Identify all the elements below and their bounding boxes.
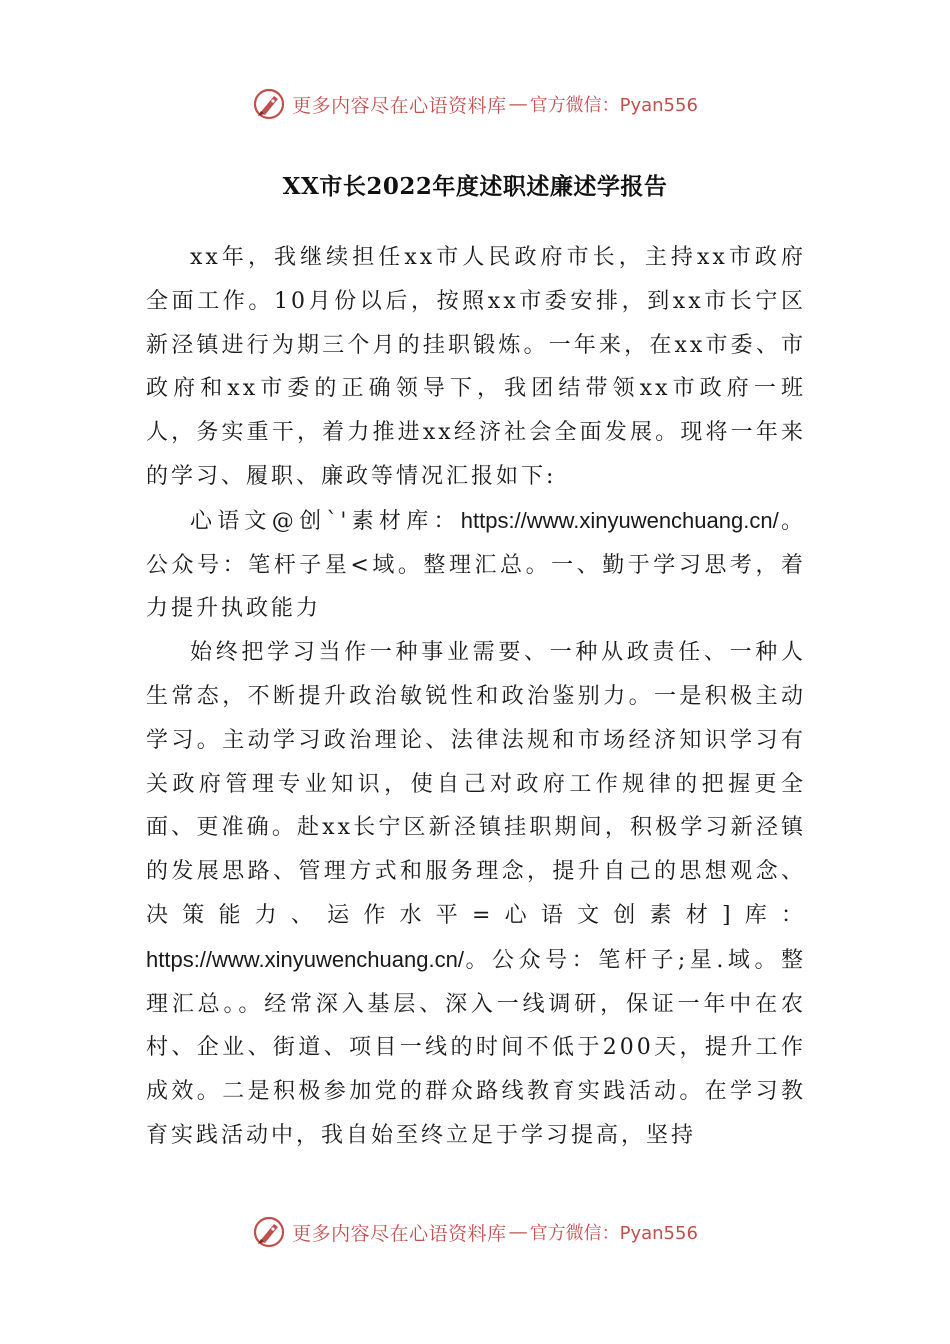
banner-text: 更多内容尽在心语资料库 [292, 1222, 507, 1245]
paragraph-intro [146, 236, 806, 499]
paragraph-source-tail: 。公众号：笔杆子星<域。整理汇总。一、勤于学习思考，着力提升执政能力 [146, 508, 806, 622]
banner-dash: — [508, 1221, 528, 1243]
pen-nib-logo-icon [252, 87, 286, 121]
paragraph-source [146, 499, 806, 631]
paragraph-study [146, 631, 806, 1158]
paragraph-study-lead: 始终把学习当作一种事业需要、一种从政责任、一种人生常态，不断提升政治敏锐性和政治鉴别力。一是积极主动学习。主动学习政治理论、法律法规和市场经济知识学习有关政府管理专业知识，使自己对政府工作规律的把握更全面、更准确。赴xx长宁区新泾镇挂职期间，积极学习新泾镇的发展思路、管理方式和服务理念，提升自己的思想观念、决策能力、运作水平=心语文创素材]库： [146, 640, 806, 928]
header-watermark-banner [0, 84, 950, 124]
paragraph-intro-text: xx年，我继续担任xx市人民政府市长，主持xx市政府全面工作。10月份以后，按照xx市委安排，到xx市长宁区新泾镇进行为期三个月的挂职锻炼。一年来，在xx市委、市政府和xx市委的正确领导下，我团结带领xx市政府一班人，务实重干，着力推进xx经济社会全面发展。现将一年来的学习、履职、廉政等情况汇报如下: [146, 245, 806, 489]
banner-dash: — [508, 93, 528, 115]
document-body [146, 236, 806, 1158]
paragraph-study-tail: 。公众号：笔杆子;星.域。整理汇总。。经常深入基层、深入一线调研，保证一年中在农村、企业、街道、项目一线的时间不低于200天，提升工作成效。二是积极参加党的群众路线教育实践活动。在学习教育实践活动中，我自始至终立足于学习提高，坚持 [146, 947, 806, 1148]
document-title: XX市长2022年度述职述廉述学报告 [282, 173, 668, 200]
banner-contact: 官方微信：Pyan556 [529, 1223, 698, 1244]
banner-text: 更多内容尽在心语资料库 [292, 94, 507, 117]
paragraph-study-url: https://www.xinyuwenchuang.cn/ [146, 946, 464, 972]
paragraph-source-url: https://www.xinyuwenchuang.cn/ [460, 507, 779, 533]
paragraph-source-lead: 心语文@创`'素材库： [190, 508, 461, 534]
footer-watermark-banner [0, 1212, 950, 1252]
pen-nib-logo-icon [252, 1215, 286, 1249]
banner-contact: 官方微信：Pyan556 [529, 95, 698, 116]
